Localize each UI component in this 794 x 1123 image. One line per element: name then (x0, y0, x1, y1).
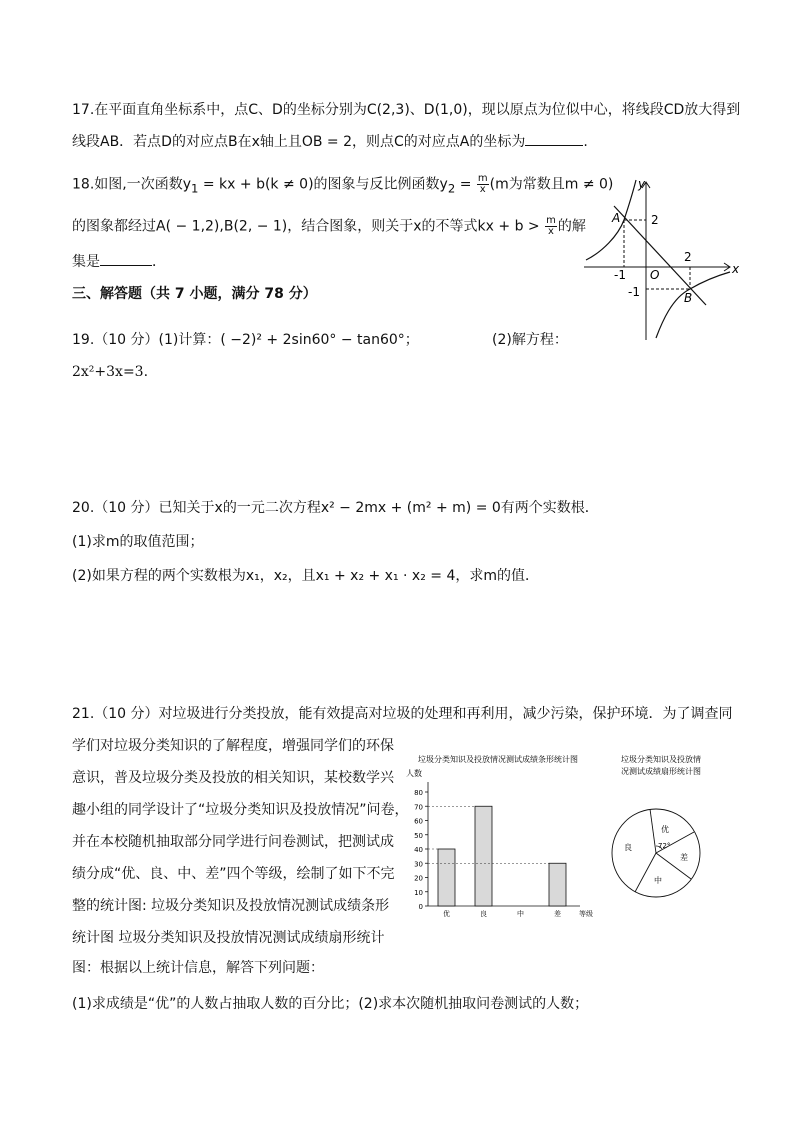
bar-y-tick-label: 50 (414, 831, 423, 840)
bar-1 (438, 849, 455, 906)
q21-last: (1)求成绩是“优”的人数占抽取人数的百分比；(2)求本次随机抽取问卷测试的人数； (72, 996, 589, 1012)
bar-4 (549, 863, 566, 906)
q17-line1: 17.在平面直角坐标系中，点C、D的坐标分别为C(2,3)、D(1,0)，现以原点为位似中心，将线段CD放大得到 (72, 102, 741, 118)
pie-title-line1: 垃圾分类知识及投放情 (621, 755, 701, 764)
q21-wrap-2: 趣小组的同学设计了“垃圾分类知识及投放情况”问卷， (72, 802, 409, 818)
bar-y-tick-label: 10 (414, 888, 423, 897)
q21-wrap-1: 意识，普及垃圾分类及投放的相关知识，某校数学兴 (72, 770, 394, 786)
pie-label-zhong: 中 (654, 876, 662, 885)
q17-line2: 线段AB．若点D的对应点B在x轴上且OB = 2，则点C的对应点A的坐标为 . (72, 134, 588, 150)
point-a-label: A (612, 211, 621, 225)
bar-category-label: 中 (517, 910, 524, 918)
q19-part2: (2)解方程： (492, 332, 568, 348)
bar-y-tick-label: 80 (414, 789, 423, 797)
q21-wrap-3: 并在本校随机抽取部分同学进行问卷测试，把测试成 (72, 834, 394, 850)
q21-wrap-6: 统计图 垃圾分类知识及投放情况测试成绩扇形统计 (72, 930, 385, 946)
section-heading: 三、解答题（共 7 小题，满分 78 分） (72, 286, 317, 302)
pie-divider-top (650, 809, 656, 853)
pie-label-liang: 良 (624, 843, 632, 852)
hyperbola-branch-right (656, 272, 730, 338)
bar-y-tick-label: 40 (414, 846, 423, 854)
q21-wrap-4: 绩分成“优、良、中、差”四个等级，绘制了如下不完 (72, 866, 395, 882)
bar-category-label: 优 (443, 910, 450, 918)
q18-line3: 集是 ． (72, 254, 166, 270)
bar-2 (475, 806, 492, 906)
q18-line1: 18.如图,一次函数$y_1$ = kx + b(k ≠ 0)的图象与反比例函数$y_2$ = $\frac{m}{x}$ (m为常数且m ≠ 0) (72, 173, 614, 196)
pie-angle-label: 72° (658, 842, 671, 850)
tick-y-2: 2 (651, 213, 659, 227)
fraction-m-over-x: $\frac{m}{x}$ (477, 173, 488, 195)
bar-y-tick-label: 70 (414, 803, 423, 812)
pie-chart (606, 752, 716, 912)
pie-label-cha: 差 (680, 853, 688, 862)
bar-y-tick-label: 0 (418, 903, 423, 911)
tick-y-neg1: -1 (628, 285, 640, 299)
x-axis-label: x (732, 262, 740, 276)
pie-label-you: 优 (661, 825, 669, 834)
q20-line2: (1)求m的取值范围； (72, 534, 204, 550)
q18-line2: 的图象都经过A( − 1,2),B(2, − 1)，结合图象，则关于x的不等式kx + b > $\frac{m}{x}$ 的解 (72, 215, 586, 237)
fraction-m-over-x-2: $\frac{m}{x}$ (546, 215, 556, 237)
hyperbola-branch-left (586, 180, 636, 260)
bar-category-label: 差 (554, 910, 561, 918)
bar-y-tick-label: 30 (414, 860, 423, 869)
q21-wrap-5: 整的统计图: 垃圾分类知识及投放情况测试成绩条形 (72, 898, 390, 914)
point-b-label: B (684, 291, 693, 305)
tick-x-neg1: -1 (614, 268, 626, 282)
q18-graph (580, 172, 740, 342)
pie-title-line2: 况测试成绩扇形统计图 (621, 767, 701, 776)
q19-line1: 19.（10 分）(1)计算：( −2)² + 2sin60° − tan60°； (72, 332, 419, 348)
bar-y-tick-label: 20 (414, 874, 423, 883)
q20-line3: (2)如果方程的两个实数根为x₁，x₂，且x₁ + x₂ + x₁ · x₂ = 4，求m的值． (72, 568, 540, 584)
q21-wrap-7: 图：根据以上统计信息，解答下列问题： (72, 960, 324, 976)
bar-category-label: 良 (480, 910, 487, 918)
origin-label: O (650, 268, 660, 282)
y-axis-label: y (638, 177, 646, 191)
answer-blank-2 (100, 253, 152, 266)
q21-line1: 21.（10 分）对垃圾进行分类投放，能有效提高对垃圾的处理和再利用，减少污染，保护环境．为了调查同 (72, 706, 733, 722)
q20-line1: 20.（10 分）已知关于x的一元二次方程x² − 2mx + (m² + m) = 0有两个实数根． (72, 500, 599, 516)
tick-x-2: 2 (684, 250, 692, 264)
answer-blank (525, 133, 583, 146)
q19-line2: 2x²+3x=3. (72, 364, 149, 380)
bar-x-axis-label: 等级 (579, 910, 593, 918)
bar-chart-ylabel: 人数 (406, 769, 422, 778)
bar-chart (404, 752, 604, 920)
bar-chart-title: 垃圾分类知识及投放情况测试成绩条形统计图 (418, 755, 578, 764)
pie-divider-bottom (635, 853, 656, 892)
q21-wrap-0: 学们对垃圾分类知识的了解程度，增强同学们的环保 (72, 738, 394, 754)
bar-y-tick-label: 60 (414, 817, 423, 826)
